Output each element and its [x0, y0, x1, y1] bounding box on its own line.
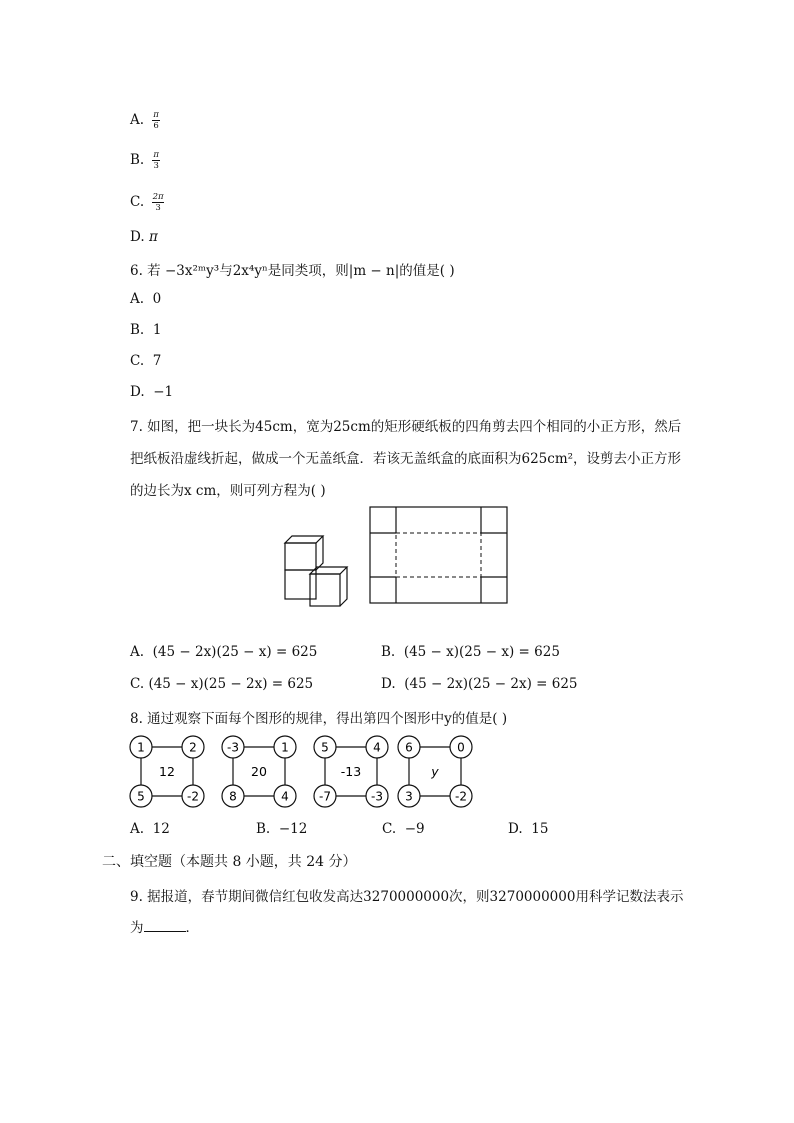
q5-option-d: D. π	[130, 229, 158, 245]
q6-option-c: C. 7	[130, 353, 162, 369]
circle-number: 4	[373, 740, 381, 755]
circle-number: 2	[189, 740, 197, 755]
q7-stem-line3: 的边长为x cm，则可列方程为( )	[130, 483, 326, 499]
q9-line1: 9. 据报道，春节期间微信红包收发高达3270000000次，则3270000000用科学记数法表示	[130, 889, 684, 905]
circle-number: 4	[281, 789, 289, 804]
fraction: $\frac{\pi}{6}$	[153, 110, 159, 131]
box-figure	[278, 530, 353, 610]
q8-stem: 8. 通过观察下面每个图形的规律，得出第四个图形中y的值是( )	[130, 711, 508, 727]
circle-number: 5	[321, 740, 329, 755]
circle-number: 1	[281, 740, 289, 755]
q8-option-c: C. −9	[382, 821, 425, 837]
pattern-figure	[314, 736, 388, 807]
circle-number: -7	[319, 789, 331, 804]
circle-number: 3	[405, 789, 413, 804]
center-number: 12	[159, 764, 175, 779]
q7-stem-line1: 7. 如图，把一块长为45cm，宽为25cm的矩形硬纸板的四角剪去四个相同的小正方形，然后	[130, 419, 682, 435]
center-number: 20	[251, 764, 267, 779]
circle-number: 5	[137, 789, 145, 804]
circle-number: -3	[371, 789, 383, 804]
pattern-figure	[398, 736, 472, 807]
center-number: y	[431, 764, 439, 779]
q6-option-b: B. 1	[130, 322, 162, 338]
circle-number: -2	[187, 789, 199, 804]
pattern-figure	[130, 736, 204, 807]
q6-option-a: A. 0	[130, 291, 162, 307]
circle-number: 1	[137, 740, 145, 755]
q7-option-c: C. (45 − x)(25 − 2x) = 625	[130, 676, 314, 692]
center-number: -13	[340, 764, 362, 779]
circle-number: 6	[405, 740, 413, 755]
q8-option-a: A. 12	[130, 821, 170, 837]
q6-option-d: D. −1	[130, 384, 174, 400]
circle-number: -2	[455, 789, 467, 804]
section-title: 二、填空题（本题共 8 小题，共 24 分）	[102, 854, 357, 870]
q9-line2: 为 ．	[130, 920, 199, 936]
q7-stem-line2: 把纸板沿虚线折起，做成一个无盖纸盒．若该无盖纸盒的底面积为625cm²，设剪去小正方形	[130, 451, 682, 467]
circle-number: 8	[229, 789, 237, 804]
pattern-figures	[126, 733, 478, 811]
q7-option-b: B. (45 − x)(25 − x) = 625	[381, 644, 560, 660]
q7-option-d: D. (45 − 2x)(25 − 2x) = 625	[381, 676, 578, 692]
fraction: $\frac{\pi}{3}$	[153, 150, 160, 171]
q5-option-a: A. $\frac{\pi}{6}$	[130, 110, 159, 131]
q6-stem: 6. 若 −3x²ᵐy³与2x⁴yⁿ是同类项，则|m − n|的值是( )	[130, 263, 455, 279]
q5-option-b: B. $\frac{\pi}{3}$	[130, 150, 160, 171]
q8-option-d: D. 15	[508, 821, 549, 837]
fraction: $\frac{2\pi}{3}$	[152, 192, 164, 213]
circle-number: 0	[457, 740, 465, 755]
q5-option-c: C. $\frac{2\pi}{3}$	[130, 192, 164, 213]
cardboard-net-figure	[368, 505, 510, 605]
q8-option-b: B. −12	[256, 821, 308, 837]
q7-option-a: A. (45 − 2x)(25 − x) = 625	[130, 644, 318, 660]
answer-blank[interactable]	[144, 919, 186, 932]
pattern-figure	[222, 736, 296, 807]
circle-number: -3	[227, 740, 239, 755]
